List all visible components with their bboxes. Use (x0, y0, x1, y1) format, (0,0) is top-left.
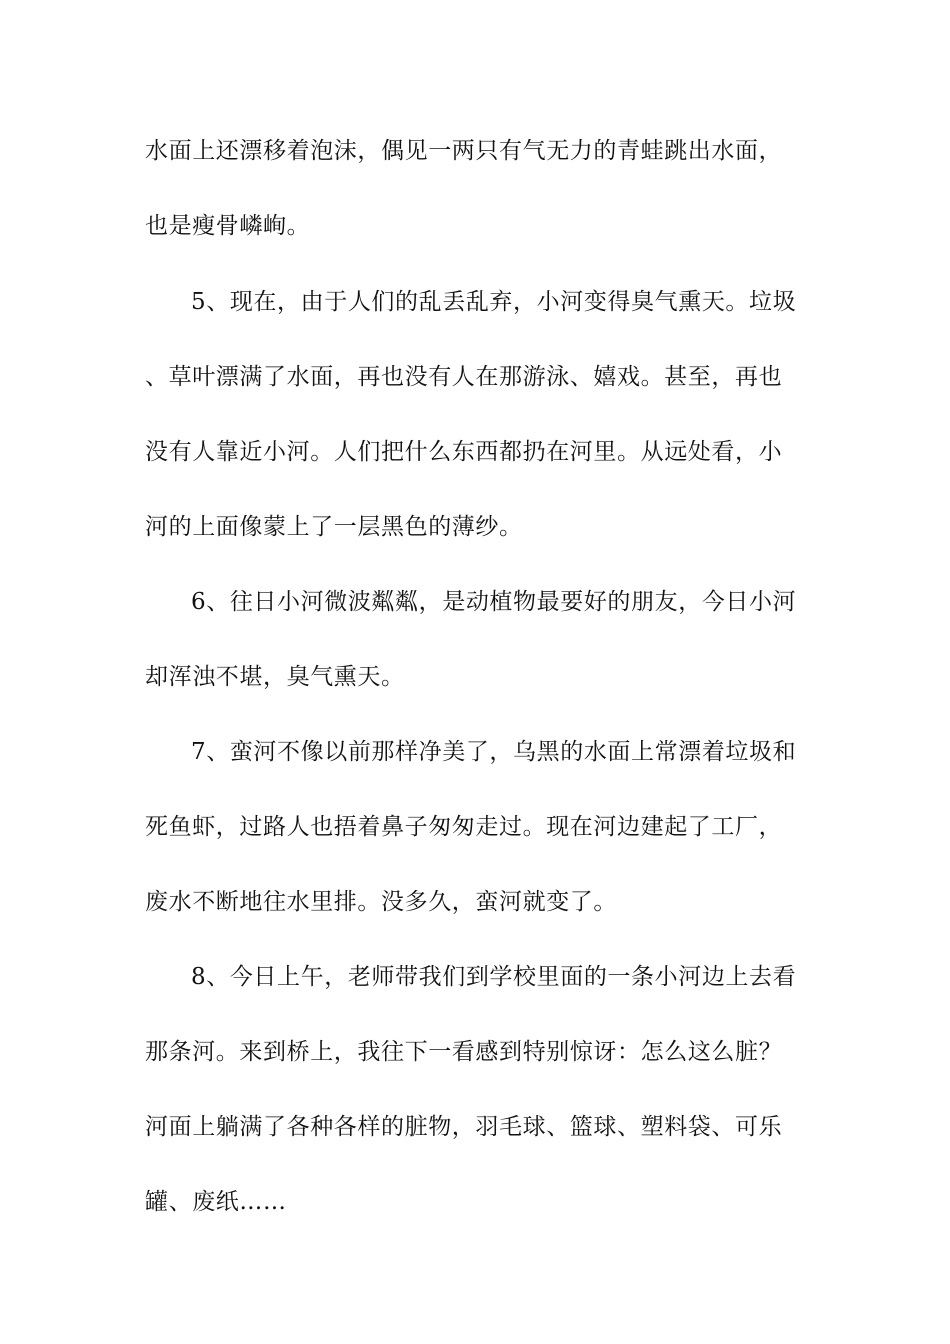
text-line: 水面上还漂移着泡沫，偶见一两只有气无力的青蛙跳出水面， (145, 138, 783, 164)
paragraph-5-start: 5、现在，由于人们的乱丢乱弃，小河变得臭气熏天。垃圾 (191, 289, 797, 315)
text-line: 废水不断地往水里排。没多久，蛮河就变了。 (145, 889, 617, 915)
text-line: 也是瘦骨嶙峋。 (145, 213, 311, 239)
paragraph-6-start: 6、往日小河微波粼粼，是动植物最要好的朋友，今日小河 (191, 589, 797, 615)
text-line: 却浑浊不堪，臭气熏天。 (145, 664, 405, 690)
text-line: 没有人靠近小河。人们把什么东西都扔在河里。从远处看，小 (145, 439, 783, 465)
text-line: 那条河。来到桥上，我往下一看感到特别惊讶：怎么这么脏？ (145, 1039, 783, 1065)
text-line: 、草叶漂满了水面，再也没有人在那游泳、嬉戏。甚至，再也 (145, 364, 783, 390)
paragraph-8-start: 8、今日上午，老师带我们到学校里面的一条小河边上去看 (191, 964, 797, 990)
text-line: 河的上面像蒙上了一层黑色的薄纱。 (145, 514, 523, 540)
text-line: 死鱼虾，过路人也捂着鼻子匆匆走过。现在河边建起了工厂， (145, 814, 783, 840)
paragraph-7-start: 7、蛮河不像以前那样净美了，乌黑的水面上常漂着垃圾和 (191, 739, 797, 765)
text-line: 河面上躺满了各种各样的脏物，羽毛球、篮球、塑料袋、可乐 (145, 1114, 783, 1140)
text-line: 罐、废纸…… (145, 1189, 287, 1215)
